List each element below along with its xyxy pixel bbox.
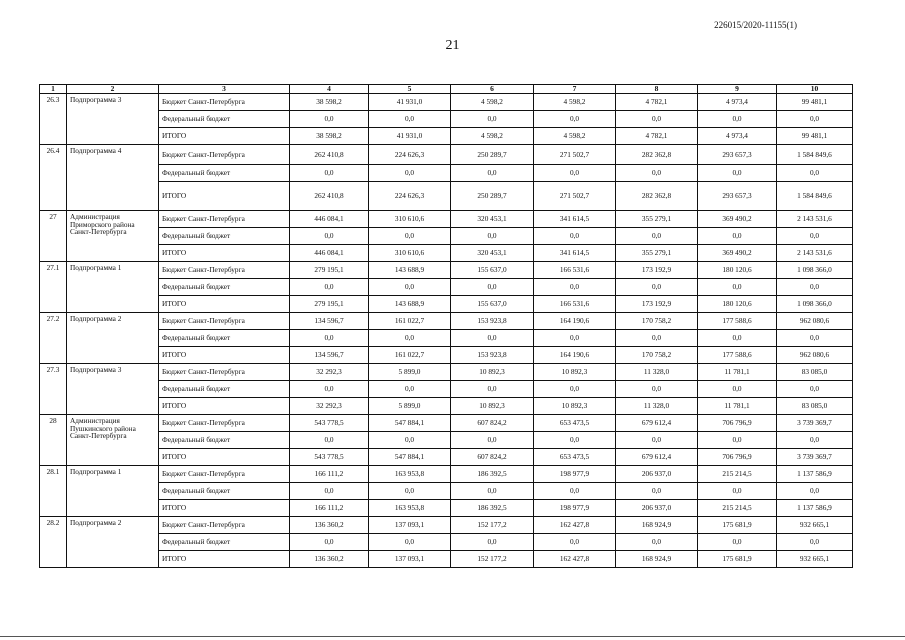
amount-cell: 177 588,6 — [698, 347, 777, 364]
amount-cell: 962 080,6 — [777, 313, 853, 330]
amount-cell: 706 796,9 — [698, 449, 777, 466]
amount-cell: 962 080,6 — [777, 347, 853, 364]
amount-cell: 38 598,2 — [290, 94, 369, 111]
table-row — [40, 313, 853, 330]
funding-source: Бюджет Санкт-Петербурга — [159, 517, 290, 534]
table-row — [40, 500, 853, 517]
table-row — [40, 364, 853, 381]
amount-cell: 1 584 849,6 — [777, 145, 853, 165]
table-row — [40, 228, 853, 245]
amount-cell: 369 490,2 — [698, 245, 777, 262]
amount-cell: 3 739 369,7 — [777, 449, 853, 466]
funding-source: Бюджет Санкт-Петербурга — [159, 145, 290, 165]
funding-source: Федеральный бюджет — [159, 111, 290, 128]
funding-source: ИТОГО — [159, 128, 290, 145]
amount-cell: 137 093,1 — [369, 551, 451, 568]
amount-cell: 543 778,5 — [290, 449, 369, 466]
amount-cell: 170 758,2 — [616, 313, 698, 330]
funding-source: Бюджет Санкт-Петербурга — [159, 262, 290, 279]
amount-cell: 310 610,6 — [369, 245, 451, 262]
amount-cell: 271 502,7 — [534, 145, 616, 165]
amount-cell: 0,0 — [777, 330, 853, 347]
amount-cell: 143 688,9 — [369, 262, 451, 279]
amount-cell: 4 598,2 — [451, 94, 534, 111]
amount-cell: 0,0 — [616, 279, 698, 296]
amount-cell: 4 598,2 — [451, 128, 534, 145]
program-name: Подпрограмма 4 — [67, 145, 159, 211]
column-header-1: 1 — [40, 85, 67, 94]
amount-cell: 0,0 — [616, 330, 698, 347]
amount-cell: 164 190,6 — [534, 347, 616, 364]
amount-cell: 134 596,7 — [290, 313, 369, 330]
amount-cell: 137 093,1 — [369, 517, 451, 534]
table-row — [40, 211, 853, 228]
column-header-3: 3 — [159, 85, 290, 94]
amount-cell: 0,0 — [451, 279, 534, 296]
table-row — [40, 398, 853, 415]
table-row — [40, 165, 853, 182]
amount-cell: 11 328,0 — [616, 398, 698, 415]
amount-cell: 0,0 — [534, 330, 616, 347]
amount-cell: 0,0 — [698, 330, 777, 347]
amount-cell: 166 531,6 — [534, 296, 616, 313]
amount-cell: 134 596,7 — [290, 347, 369, 364]
amount-cell: 1 098 366,0 — [777, 296, 853, 313]
amount-cell: 186 392,5 — [451, 500, 534, 517]
amount-cell: 0,0 — [777, 483, 853, 500]
amount-cell: 83 085,0 — [777, 364, 853, 381]
amount-cell: 175 681,9 — [698, 517, 777, 534]
column-header-5: 5 — [369, 85, 451, 94]
amount-cell: 0,0 — [534, 534, 616, 551]
amount-cell: 2 143 531,6 — [777, 245, 853, 262]
amount-cell: 0,0 — [369, 483, 451, 500]
amount-cell: 166 531,6 — [534, 262, 616, 279]
amount-cell: 607 824,2 — [451, 415, 534, 432]
amount-cell: 4 973,4 — [698, 128, 777, 145]
amount-cell: 4 598,2 — [534, 128, 616, 145]
amount-cell: 0,0 — [616, 483, 698, 500]
amount-cell: 99 481,1 — [777, 128, 853, 145]
amount-cell: 0,0 — [616, 165, 698, 182]
amount-cell: 155 637,0 — [451, 262, 534, 279]
program-name: Подпрограмма 1 — [67, 262, 159, 313]
amount-cell: 175 681,9 — [698, 551, 777, 568]
amount-cell: 155 637,0 — [451, 296, 534, 313]
amount-cell: 0,0 — [534, 165, 616, 182]
amount-cell: 0,0 — [698, 432, 777, 449]
amount-cell: 0,0 — [290, 483, 369, 500]
funding-source: ИТОГО — [159, 398, 290, 415]
amount-cell: 136 360,2 — [290, 517, 369, 534]
amount-cell: 0,0 — [290, 381, 369, 398]
amount-cell: 10 892,3 — [534, 398, 616, 415]
amount-cell: 186 392,5 — [451, 466, 534, 483]
funding-source: ИТОГО — [159, 551, 290, 568]
amount-cell: 3 739 369,7 — [777, 415, 853, 432]
table-row — [40, 483, 853, 500]
amount-cell: 161 022,7 — [369, 313, 451, 330]
amount-cell: 446 084,1 — [290, 211, 369, 228]
amount-cell: 1 137 586,9 — [777, 500, 853, 517]
funding-source: ИТОГО — [159, 182, 290, 211]
program-name: Администрация Приморского района Санкт-Петербурга — [67, 211, 159, 262]
table-row — [40, 534, 853, 551]
amount-cell: 0,0 — [369, 279, 451, 296]
amount-cell: 932 665,1 — [777, 517, 853, 534]
amount-cell: 0,0 — [290, 330, 369, 347]
table-row — [40, 262, 853, 279]
amount-cell: 0,0 — [451, 483, 534, 500]
amount-cell: 198 977,9 — [534, 500, 616, 517]
table-row — [40, 279, 853, 296]
amount-cell: 180 120,6 — [698, 296, 777, 313]
funding-source: ИТОГО — [159, 500, 290, 517]
amount-cell: 41 931,0 — [369, 128, 451, 145]
amount-cell: 177 588,6 — [698, 313, 777, 330]
amount-cell: 706 796,9 — [698, 415, 777, 432]
amount-cell: 152 177,2 — [451, 551, 534, 568]
amount-cell: 4 782,1 — [616, 128, 698, 145]
amount-cell: 0,0 — [777, 381, 853, 398]
table-row — [40, 466, 853, 483]
amount-cell: 653 473,5 — [534, 415, 616, 432]
funding-source: ИТОГО — [159, 449, 290, 466]
amount-cell: 0,0 — [616, 534, 698, 551]
amount-cell: 163 953,8 — [369, 500, 451, 517]
amount-cell: 0,0 — [616, 111, 698, 128]
row-number: 27 — [40, 211, 67, 262]
funding-source: Федеральный бюджет — [159, 330, 290, 347]
amount-cell: 320 453,1 — [451, 211, 534, 228]
column-header-7: 7 — [534, 85, 616, 94]
table-row — [40, 330, 853, 347]
table-header-row — [40, 85, 853, 94]
amount-cell: 224 626,3 — [369, 182, 451, 211]
funding-source: ИТОГО — [159, 296, 290, 313]
funding-source: Федеральный бюджет — [159, 534, 290, 551]
amount-cell: 161 022,7 — [369, 347, 451, 364]
funding-source: Бюджет Санкт-Петербурга — [159, 364, 290, 381]
amount-cell: 0,0 — [534, 381, 616, 398]
amount-cell: 282 362,8 — [616, 182, 698, 211]
column-header-8: 8 — [616, 85, 698, 94]
amount-cell: 0,0 — [698, 165, 777, 182]
amount-cell: 0,0 — [616, 381, 698, 398]
amount-cell: 271 502,7 — [534, 182, 616, 211]
amount-cell: 4 973,4 — [698, 94, 777, 111]
row-number: 28.1 — [40, 466, 67, 517]
amount-cell: 0,0 — [369, 432, 451, 449]
amount-cell: 607 824,2 — [451, 449, 534, 466]
program-name: Подпрограмма 3 — [67, 94, 159, 145]
page-bottom-edge — [0, 636, 905, 637]
amount-cell: 0,0 — [534, 432, 616, 449]
table-row — [40, 182, 853, 211]
amount-cell: 0,0 — [451, 432, 534, 449]
table-row — [40, 296, 853, 313]
funding-source: Бюджет Санкт-Петербурга — [159, 415, 290, 432]
amount-cell: 166 111,2 — [290, 500, 369, 517]
amount-cell: 262 410,8 — [290, 145, 369, 165]
amount-cell: 547 884,1 — [369, 449, 451, 466]
table-row — [40, 432, 853, 449]
budget-table — [39, 84, 853, 568]
amount-cell: 369 490,2 — [698, 211, 777, 228]
table-row — [40, 381, 853, 398]
amount-cell: 250 289,7 — [451, 145, 534, 165]
amount-cell: 0,0 — [451, 165, 534, 182]
amount-cell: 0,0 — [290, 534, 369, 551]
amount-cell: 0,0 — [369, 111, 451, 128]
amount-cell: 41 931,0 — [369, 94, 451, 111]
amount-cell: 10 892,3 — [451, 398, 534, 415]
table-row — [40, 128, 853, 145]
program-name: Подпрограмма 2 — [67, 313, 159, 364]
table-row — [40, 347, 853, 364]
amount-cell: 99 481,1 — [777, 94, 853, 111]
amount-cell: 0,0 — [451, 534, 534, 551]
amount-cell: 320 453,1 — [451, 245, 534, 262]
amount-cell: 0,0 — [451, 381, 534, 398]
funding-source: ИТОГО — [159, 245, 290, 262]
row-number: 28.2 — [40, 517, 67, 568]
amount-cell: 0,0 — [698, 381, 777, 398]
funding-source: Федеральный бюджет — [159, 432, 290, 449]
column-header-9: 9 — [698, 85, 777, 94]
amount-cell: 180 120,6 — [698, 262, 777, 279]
amount-cell: 1 584 849,6 — [777, 182, 853, 211]
funding-source: Бюджет Санкт-Петербурга — [159, 313, 290, 330]
amount-cell: 310 610,6 — [369, 211, 451, 228]
page-number: 21 — [445, 38, 460, 53]
amount-cell: 0,0 — [534, 111, 616, 128]
amount-cell: 224 626,3 — [369, 145, 451, 165]
funding-source: Федеральный бюджет — [159, 228, 290, 245]
row-number: 28 — [40, 415, 67, 466]
amount-cell: 173 192,9 — [616, 262, 698, 279]
amount-cell: 4 782,1 — [616, 94, 698, 111]
table-row — [40, 551, 853, 568]
amount-cell: 164 190,6 — [534, 313, 616, 330]
amount-cell: 32 292,3 — [290, 398, 369, 415]
amount-cell: 1 098 366,0 — [777, 262, 853, 279]
amount-cell: 162 427,8 — [534, 517, 616, 534]
amount-cell: 162 427,8 — [534, 551, 616, 568]
amount-cell: 5 899,0 — [369, 364, 451, 381]
amount-cell: 0,0 — [290, 228, 369, 245]
amount-cell: 206 937,0 — [616, 500, 698, 517]
row-number: 27.2 — [40, 313, 67, 364]
amount-cell: 136 360,2 — [290, 551, 369, 568]
amount-cell: 0,0 — [290, 111, 369, 128]
amount-cell: 679 612,4 — [616, 449, 698, 466]
amount-cell: 0,0 — [777, 165, 853, 182]
row-number: 27.1 — [40, 262, 67, 313]
amount-cell: 153 923,8 — [451, 347, 534, 364]
amount-cell: 0,0 — [290, 432, 369, 449]
amount-cell: 0,0 — [698, 111, 777, 128]
amount-cell: 0,0 — [777, 279, 853, 296]
amount-cell: 1 137 586,9 — [777, 466, 853, 483]
amount-cell: 262 410,8 — [290, 182, 369, 211]
program-name: Администрация Пушкинского района Санкт-Петербурга — [67, 415, 159, 466]
amount-cell: 547 884,1 — [369, 415, 451, 432]
amount-cell: 0,0 — [451, 111, 534, 128]
amount-cell: 152 177,2 — [451, 517, 534, 534]
amount-cell: 293 657,3 — [698, 145, 777, 165]
amount-cell: 166 111,2 — [290, 466, 369, 483]
amount-cell: 0,0 — [369, 228, 451, 245]
funding-source: Федеральный бюджет — [159, 279, 290, 296]
amount-cell: 679 612,4 — [616, 415, 698, 432]
row-number: 26.3 — [40, 94, 67, 145]
amount-cell: 932 665,1 — [777, 551, 853, 568]
amount-cell: 446 084,1 — [290, 245, 369, 262]
amount-cell: 168 924,9 — [616, 551, 698, 568]
funding-source: Бюджет Санкт-Петербурга — [159, 466, 290, 483]
amount-cell: 355 279,1 — [616, 211, 698, 228]
program-name: Подпрограмма 3 — [67, 364, 159, 415]
amount-cell: 215 214,5 — [698, 466, 777, 483]
program-name: Подпрограмма 2 — [67, 517, 159, 568]
amount-cell: 0,0 — [698, 483, 777, 500]
amount-cell: 0,0 — [534, 279, 616, 296]
table-row — [40, 111, 853, 128]
amount-cell: 38 598,2 — [290, 128, 369, 145]
amount-cell: 0,0 — [616, 228, 698, 245]
amount-cell: 32 292,3 — [290, 364, 369, 381]
funding-source: Бюджет Санкт-Петербурга — [159, 94, 290, 111]
amount-cell: 11 328,0 — [616, 364, 698, 381]
column-header-4: 4 — [290, 85, 369, 94]
amount-cell: 0,0 — [369, 534, 451, 551]
amount-cell: 0,0 — [290, 165, 369, 182]
amount-cell: 0,0 — [777, 111, 853, 128]
amount-cell: 0,0 — [698, 534, 777, 551]
amount-cell: 143 688,9 — [369, 296, 451, 313]
column-header-6: 6 — [451, 85, 534, 94]
funding-source: Федеральный бюджет — [159, 381, 290, 398]
amount-cell: 206 937,0 — [616, 466, 698, 483]
amount-cell: 0,0 — [369, 165, 451, 182]
table-row — [40, 517, 853, 534]
amount-cell: 153 923,8 — [451, 313, 534, 330]
row-number: 26.4 — [40, 145, 67, 211]
amount-cell: 0,0 — [451, 228, 534, 245]
column-header-10: 10 — [777, 85, 853, 94]
amount-cell: 279 195,1 — [290, 296, 369, 313]
table-row — [40, 245, 853, 262]
amount-cell: 653 473,5 — [534, 449, 616, 466]
amount-cell: 11 781,1 — [698, 364, 777, 381]
amount-cell: 163 953,8 — [369, 466, 451, 483]
amount-cell: 0,0 — [451, 330, 534, 347]
amount-cell: 0,0 — [777, 534, 853, 551]
program-name: Подпрограмма 1 — [67, 466, 159, 517]
amount-cell: 0,0 — [369, 330, 451, 347]
table-row — [40, 145, 853, 165]
table-row — [40, 94, 853, 111]
amount-cell: 83 085,0 — [777, 398, 853, 415]
funding-source: Федеральный бюджет — [159, 483, 290, 500]
amount-cell: 0,0 — [777, 432, 853, 449]
row-number: 27.3 — [40, 364, 67, 415]
table-row — [40, 449, 853, 466]
amount-cell: 279 195,1 — [290, 262, 369, 279]
amount-cell: 198 977,9 — [534, 466, 616, 483]
amount-cell: 355 279,1 — [616, 245, 698, 262]
amount-cell: 173 192,9 — [616, 296, 698, 313]
amount-cell: 0,0 — [777, 228, 853, 245]
document-registration-number: 226015/2020-11155(1) — [714, 20, 797, 30]
amount-cell: 0,0 — [698, 228, 777, 245]
amount-cell: 10 892,3 — [534, 364, 616, 381]
amount-cell: 0,0 — [616, 432, 698, 449]
amount-cell: 0,0 — [534, 228, 616, 245]
amount-cell: 341 614,5 — [534, 211, 616, 228]
amount-cell: 4 598,2 — [534, 94, 616, 111]
amount-cell: 215 214,5 — [698, 500, 777, 517]
table-body — [40, 94, 853, 568]
amount-cell: 2 143 531,6 — [777, 211, 853, 228]
table-row — [40, 415, 853, 432]
amount-cell: 341 614,5 — [534, 245, 616, 262]
funding-source: Бюджет Санкт-Петербурга — [159, 211, 290, 228]
amount-cell: 0,0 — [290, 279, 369, 296]
amount-cell: 11 781,1 — [698, 398, 777, 415]
funding-source: Федеральный бюджет — [159, 165, 290, 182]
amount-cell: 0,0 — [698, 279, 777, 296]
amount-cell: 5 899,0 — [369, 398, 451, 415]
amount-cell: 543 778,5 — [290, 415, 369, 432]
amount-cell: 293 657,3 — [698, 182, 777, 211]
amount-cell: 10 892,3 — [451, 364, 534, 381]
amount-cell: 282 362,8 — [616, 145, 698, 165]
amount-cell: 250 289,7 — [451, 182, 534, 211]
amount-cell: 168 924,9 — [616, 517, 698, 534]
column-header-2: 2 — [67, 85, 159, 94]
funding-source: ИТОГО — [159, 347, 290, 364]
amount-cell: 170 758,2 — [616, 347, 698, 364]
amount-cell: 0,0 — [369, 381, 451, 398]
amount-cell: 0,0 — [534, 483, 616, 500]
